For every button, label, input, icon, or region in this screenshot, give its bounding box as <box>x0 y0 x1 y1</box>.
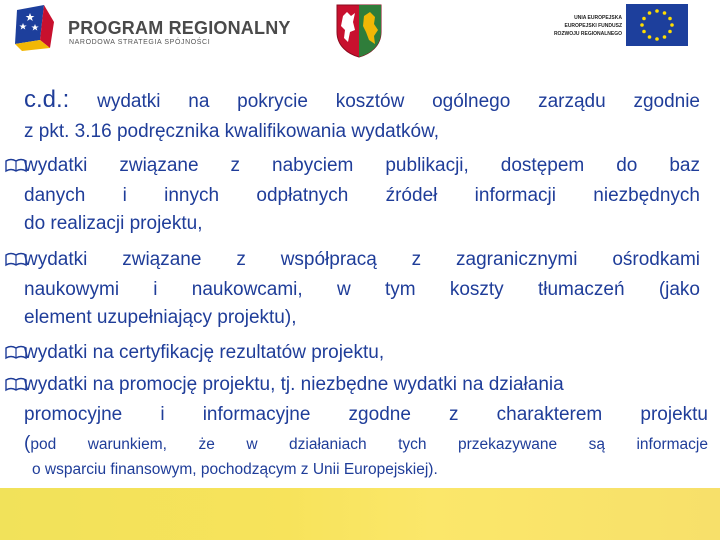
footer-band <box>0 488 720 540</box>
slide-header <box>0 0 720 62</box>
open-paren: ( <box>24 433 31 454</box>
text-line-7: naukowymi i naukowcami, w tym koszty tłumaczeń (jako <box>24 279 700 300</box>
text-line-4: danych i innych odpłatnych źródeł informacji niezbędnych <box>24 185 700 206</box>
program-subtitle: NARODOWA STRATEGIA SPÓJNOŚCI <box>69 39 211 46</box>
text-line-5: do realizacji projektu, <box>24 213 203 234</box>
text-line-11: promocyjne i informacyjne zgodne z charakterem projektu <box>24 404 708 425</box>
text-line-2: z pkt. 3.16 podręcznika kwalifikowania wydatków, <box>24 121 440 142</box>
line-text: pod warunkiem, że w działaniach tych przekazywane są informacje <box>30 436 708 453</box>
text-line-12 <box>24 432 708 457</box>
text-line-13: o wsparciu finansowym, pochodzącym z Unii Europejskiej). <box>32 461 438 478</box>
eu-text-line-1: UNIA EUROPEJSKA <box>574 15 622 21</box>
voivodeship-crest-icon <box>334 2 384 58</box>
text-line-10: wydatki na promocję projektu, tj. niezbędne wydatki na działania <box>24 374 564 395</box>
text-line-9: wydatki na certyfikację rezultatów projektu, <box>24 342 385 363</box>
text-line-1 <box>24 88 700 114</box>
eu-flag-icon <box>626 4 688 46</box>
program-title: PROGRAM REGIONALNY <box>68 18 291 38</box>
text-line-6: wydatki związane z współpracą z zagranicznymi ośrodkami <box>24 249 700 270</box>
eu-text-line-2: EUROPEJSKI FUNDUSZ <box>564 23 622 29</box>
eu-fund-label <box>536 14 622 38</box>
text-line-3: wydatki związane z nabyciem publikacji, dostępem do baz <box>24 155 700 176</box>
line-text: wydatki na pokrycie kosztów ogólnego zarządu zgodnie <box>97 91 700 112</box>
eu-text-line-3: ROZWOJU REGIONALNEGO <box>553 31 622 37</box>
program-regionalny-logo-icon <box>14 4 64 52</box>
continuation-marker: c.d.: <box>24 86 70 113</box>
text-line-8: element uzupełniający projektu), <box>24 307 297 328</box>
